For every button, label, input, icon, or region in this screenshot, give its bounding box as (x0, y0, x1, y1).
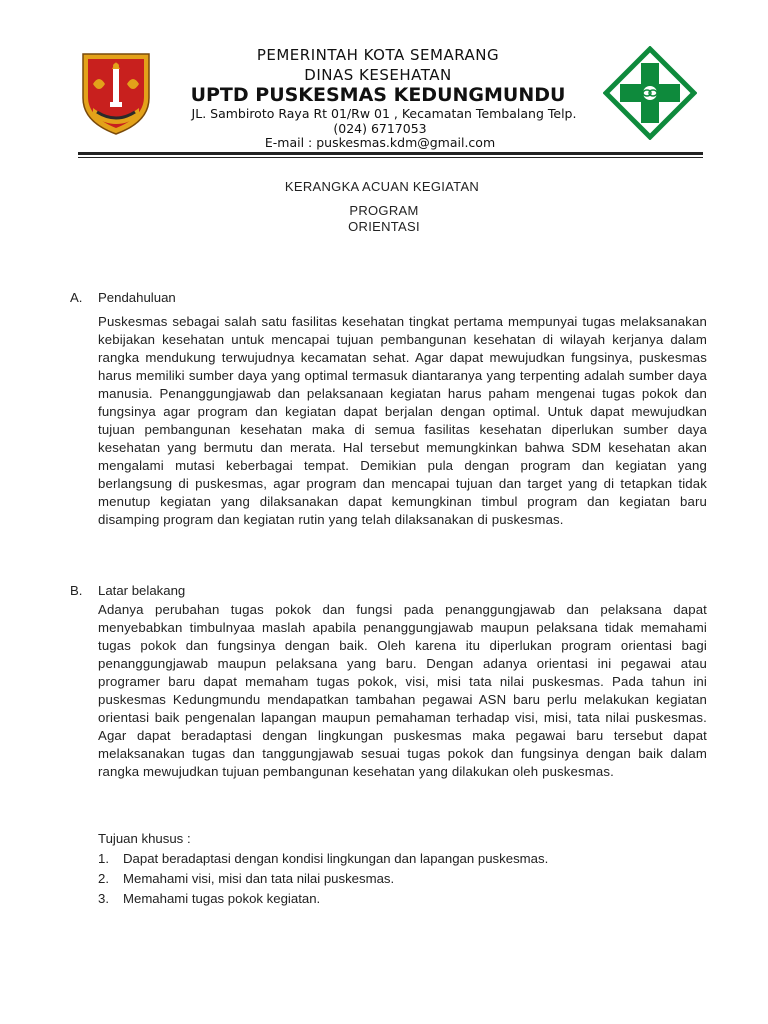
list-item-text: Memahami tugas pokok kegiatan. (123, 891, 321, 906)
document-subtitle-orientasi: ORIENTASI (348, 219, 420, 234)
letterhead-divider-thick (78, 152, 703, 155)
section-letter: A. (70, 290, 83, 305)
letterhead-government-line: PEMERINTAH KOTA SEMARANG (256, 46, 500, 64)
list-item-number: 3. (98, 891, 109, 906)
letterhead-email: E-mail : puskesmas.kdm@gmail.com (264, 135, 496, 150)
letterhead-divider-thin (78, 157, 703, 158)
list-item-text: Dapat beradaptasi dengan kondisi lingkungan dan lapangan puskesmas. (123, 851, 549, 866)
document-subtitle-program: PROGRAM (349, 203, 419, 218)
section-heading-latar-belakang (70, 583, 185, 598)
tujuan-khusus-heading: Tujuan khusus : (98, 831, 191, 846)
section-body-latar-belakang: Adanya perubahan tugas pokok dan fungsi pada penanggungjawab dan pelaksana dapat menyebabkan timbulnyaa maslah apabila penanggungjawab maupun pelaksana tidak memahami tugas pokok dan fungsinya dengan baik. Oleh karena itu diperlukan program orientasi bagi penanggungjawab maupun pelaksana yang baru. Dengan adanya orientasi ini pegawai atau programer baru dapat memaham tugas pokok, visi, misi tata nilai puskesmas. Pada tahun ini puskesmas Kedungmundu mendapatkan tambahan pegawai ASN baru perlu melakukan kegiatan orientasi baik pengenalan lapangan maupun pemahaman terhadap visi, misi, tata nilai puskesmas. Agar dapat beradaptasi dengan lingkungan puskesmas maka pegawai baru tersebut dapat melaksanakan tugas dan tanggungjawab sesuai tugas pokok dan fungsinya dengan baik dalam rangka mewujudkan tujuan pembangunan kesehatan yang dilakukan oleh puskesmas. (98, 602, 707, 779)
list-item (98, 870, 548, 890)
section-body-pendahuluan: Puskesmas sebagai salah satu fasilitas kesehatan tingkat pertama mempunyai tugas melaksanakan kebijakan kesehatan untuk mencapai tujuan pembangunan kesehatan di wilayah kerjanya dalam rangka mendukung terwujudnya kecamatan sehat. Agar dapat mewujudkan fungsinya, puskesmas harus memiliki sumber daya yang optimal termasuk diantaranya yang terpenting adalah sumber daya manusia. Penanggungjawab dan pelaksanaan kegiatan harus paham mengenai tugas pokok dan fungsinya agar program dan kegiatan dapat berjalan dengan optimal. Untuk dapat mewujudkan tujuan pembangunan kesehatan maka di semua fasilitas kesehatan diperlukan sumber daya kesehatan yang bermutu dan merata. Hal tersebut memungkinkan bahwa SDM kesehatan akan mengalami mutasi keberbagai tempat. Demikian pula dengan program dan kegiatan yang berlangsung di puskesmas, agar program dan mencapai tujuan dan target yang di tetapkan tidak menutup kegiatan yang dilaksanakan dapat kemungkinan timbul program dan kegiatan baru disamping program dan kegiatan rutin yang telah dilaksanakan di puskesmas. (98, 314, 707, 527)
section-title: Pendahuluan (98, 290, 176, 305)
section-heading-pendahuluan (70, 290, 176, 305)
list-item-number: 1. (98, 851, 109, 866)
puskesmas-cross-icon (603, 46, 697, 140)
tujuan-khusus-list (98, 850, 548, 910)
letterhead-address: JL. Sambiroto Raya Rt 01/Rw 01 , Kecamatan Tembalang Telp. (191, 106, 577, 121)
list-item-number: 2. (98, 871, 109, 886)
letterhead-phone: (024) 6717053 (333, 121, 427, 136)
list-item (98, 890, 548, 910)
section-letter: B. (70, 583, 83, 598)
section-title: Latar belakang (98, 583, 186, 598)
document-title: KERANGKA ACUAN KEGIATAN (284, 179, 480, 194)
list-item (98, 850, 548, 870)
list-item-text: Memahami visi, misi dan tata nilai puskesmas. (123, 871, 395, 886)
letterhead-institution-name: UPTD PUSKESMAS KEDUNGMUNDU (190, 84, 566, 106)
letterhead-department-line: DINAS KESEHATAN (304, 66, 452, 84)
letterhead (0, 0, 768, 160)
